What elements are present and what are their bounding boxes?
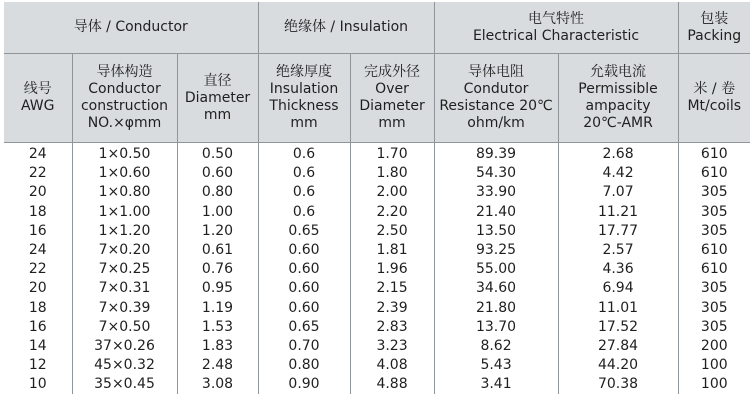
cell-conductor-diameter: 0.61 (177, 241, 258, 260)
cell-meters-per-coil: 610 (678, 241, 750, 260)
cell-conductor-resistance: 89.39 (434, 143, 558, 165)
column-header-line: Conductor (88, 81, 161, 97)
column-header-line: 导体电阻 (468, 64, 525, 80)
column-header-line: mm (378, 115, 406, 131)
column-header-line: Thickness (269, 98, 339, 114)
cell-conductor-resistance: 13.50 (434, 222, 558, 241)
cell-meters-per-coil: 100 (678, 356, 750, 375)
cell-conductor-resistance: 8.62 (434, 337, 558, 356)
cell-over-diameter: 2.83 (350, 318, 434, 337)
cell-conductor-diameter: 3.08 (177, 375, 258, 394)
cell-insulation-thickness: 0.6 (258, 164, 350, 183)
cell-meters-per-coil: 305 (678, 183, 750, 202)
cell-conductor-resistance: 21.40 (434, 203, 558, 222)
cell-awg: 20 (28, 280, 47, 297)
column-header-over-diameter (350, 54, 434, 143)
cell-conductor-construction: 7×0.39 (72, 299, 177, 318)
column-header-line: 绝缘厚度 (276, 64, 333, 80)
column-header-line: Mt/coils (687, 98, 742, 114)
cell-conductor-construction: 7×0.25 (72, 260, 177, 279)
column-header-conductor-diameter (177, 54, 258, 143)
cell-conductor-construction: 1×0.80 (72, 183, 177, 202)
column-header-line: construction (80, 98, 169, 114)
cell-meters-per-coil: 610 (678, 260, 750, 279)
cell-permissible-ampacity: 2.68 (558, 143, 678, 165)
cell-meters-per-coil: 610 (678, 143, 750, 165)
column-header-line: ohm/km (467, 115, 525, 131)
cell-conductor-diameter: 1.00 (177, 203, 258, 222)
cell-permissible-ampacity: 11.01 (558, 299, 678, 318)
cell-over-diameter: 2.00 (350, 183, 434, 202)
column-header-permissible-ampacity (558, 54, 678, 143)
column-header-line: Insulation (269, 81, 339, 97)
cell-permissible-ampacity: 4.36 (558, 260, 678, 279)
packing-header-cn: 包装 (700, 10, 729, 27)
table-row (4, 143, 750, 165)
table-row (4, 337, 750, 356)
cell-insulation-thickness: 0.6 (258, 203, 350, 222)
electrical-header-en: Electrical Characteristic (472, 27, 640, 44)
column-header-line: 直径 (203, 72, 232, 89)
column-header-conductor-construction (72, 54, 177, 143)
cell-conductor-diameter: 0.76 (177, 260, 258, 279)
column-header-line: 允载电流 (590, 64, 647, 80)
table-row (4, 375, 750, 394)
table-row (4, 222, 750, 241)
cell-conductor-resistance: 34.60 (434, 279, 558, 298)
table-row (4, 183, 750, 202)
cell-conductor-construction: 35×0.45 (72, 375, 177, 394)
cell-over-diameter: 2.39 (350, 299, 434, 318)
cell-over-diameter: 2.15 (350, 279, 434, 298)
column-header-line: ampacity (585, 98, 651, 114)
cell-insulation-thickness: 0.65 (258, 318, 350, 337)
cell-permissible-ampacity: 44.20 (558, 356, 678, 375)
group-header-row (4, 2, 750, 54)
conductor-group-header: 导体 / Conductor (4, 2, 258, 54)
electrical-group-header (434, 2, 678, 54)
cell-meters-per-coil: 305 (678, 279, 750, 298)
cell-over-diameter: 1.81 (350, 241, 434, 260)
cell-conductor-construction: 7×0.50 (72, 318, 177, 337)
column-header-line: Over (375, 81, 409, 97)
cell-insulation-thickness: 0.6 (258, 183, 350, 202)
cell-conductor-construction: 1×0.50 (72, 143, 177, 165)
cell-conductor-diameter: 0.80 (177, 183, 258, 202)
cell-conductor-construction: 45×0.32 (72, 356, 177, 375)
cell-insulation-thickness: 0.60 (258, 241, 350, 260)
column-header-line: Condutor (463, 81, 529, 97)
cell-conductor-diameter: 1.53 (177, 318, 258, 337)
cell-awg: 16 (28, 318, 47, 335)
table-row (4, 279, 750, 298)
cell-over-diameter: 2.20 (350, 203, 434, 222)
table-row (4, 164, 750, 183)
cell-insulation-thickness: 0.60 (258, 299, 350, 318)
packing-group-header (678, 2, 750, 54)
electrical-header-cn: 电气特性 (528, 10, 585, 27)
cell-awg: 12 (28, 357, 47, 374)
cell-over-diameter: 2.50 (350, 222, 434, 241)
packing-header-en: Packing (687, 27, 742, 44)
cell-conductor-diameter: 1.83 (177, 337, 258, 356)
table-row (4, 241, 750, 260)
cell-conductor-diameter: 2.48 (177, 356, 258, 375)
table-row (4, 203, 750, 222)
cell-awg: 22 (28, 261, 47, 278)
cell-permissible-ampacity: 11.21 (558, 203, 678, 222)
cell-meters-per-coil: 100 (678, 375, 750, 394)
column-header-line: 20℃-AMR (583, 115, 653, 131)
cell-permissible-ampacity: 6.94 (558, 279, 678, 298)
cell-insulation-thickness: 0.90 (258, 375, 350, 394)
column-header-insulation-thickness (258, 54, 350, 143)
cell-conductor-construction: 7×0.20 (72, 241, 177, 260)
cable-spec-table (4, 2, 750, 394)
table-row (4, 299, 750, 318)
cell-conductor-construction: 1×1.00 (72, 203, 177, 222)
cell-insulation-thickness: 0.65 (258, 222, 350, 241)
cell-conductor-resistance: 93.25 (434, 241, 558, 260)
cell-over-diameter: 3.23 (350, 337, 434, 356)
cell-conductor-construction: 1×1.20 (72, 222, 177, 241)
cell-awg: 14 (28, 337, 47, 354)
cell-conductor-resistance: 33.90 (434, 183, 558, 202)
column-header-line: Diameter (184, 89, 251, 106)
column-header-row (4, 54, 750, 143)
cell-meters-per-coil: 305 (678, 222, 750, 241)
cell-conductor-diameter: 0.60 (177, 164, 258, 183)
cell-awg: 18 (28, 203, 47, 220)
cell-permissible-ampacity: 70.38 (558, 375, 678, 394)
cell-conductor-resistance: 54.30 (434, 164, 558, 183)
table-header (4, 2, 750, 143)
cell-insulation-thickness: 0.60 (258, 260, 350, 279)
column-header-line: Resistance 20℃ (439, 98, 553, 114)
table-row (4, 318, 750, 337)
cell-awg: 24 (28, 242, 47, 259)
cell-conductor-diameter: 1.19 (177, 299, 258, 318)
cell-conductor-diameter: 0.95 (177, 279, 258, 298)
cell-meters-per-coil: 305 (678, 203, 750, 222)
column-header-line: 完成外径 (364, 64, 421, 80)
column-header-awg (4, 54, 72, 143)
cell-meters-per-coil: 610 (678, 164, 750, 183)
cell-conductor-resistance: 5.43 (434, 356, 558, 375)
cell-over-diameter: 1.96 (350, 260, 434, 279)
column-header-line: mm (290, 115, 318, 131)
cell-permissible-ampacity: 17.52 (558, 318, 678, 337)
cell-conductor-resistance: 3.41 (434, 375, 558, 394)
cell-insulation-thickness: 0.80 (258, 356, 350, 375)
cell-insulation-thickness: 0.60 (258, 279, 350, 298)
cell-awg: 22 (28, 165, 47, 182)
column-header-meters-per-coil (678, 54, 750, 143)
column-header-line: AWG (20, 98, 55, 114)
cell-over-diameter: 4.08 (350, 356, 434, 375)
cell-conductor-construction: 1×0.60 (72, 164, 177, 183)
column-header-line: Diameter (359, 98, 425, 114)
cell-conductor-diameter: 0.50 (177, 143, 258, 165)
cell-awg: 20 (28, 184, 47, 201)
cell-over-diameter: 1.70 (350, 143, 434, 165)
column-header-line: 米 / 卷 (693, 81, 736, 97)
column-header-line: 导体构造 (96, 64, 153, 80)
cell-permissible-ampacity: 2.57 (558, 241, 678, 260)
column-header-line: 线号 (23, 81, 52, 97)
cell-permissible-ampacity: 4.42 (558, 164, 678, 183)
cell-awg: 24 (28, 146, 47, 163)
cell-meters-per-coil: 305 (678, 318, 750, 337)
cell-conductor-resistance: 21.80 (434, 299, 558, 318)
cell-conductor-diameter: 1.20 (177, 222, 258, 241)
insulation-group-header: 绝缘体 / Insulation (258, 2, 434, 54)
cell-insulation-thickness: 0.70 (258, 337, 350, 356)
cell-over-diameter: 4.88 (350, 375, 434, 394)
cell-awg: 10 (28, 376, 47, 393)
column-header-line: NO.×φmm (87, 115, 162, 131)
cell-over-diameter: 1.80 (350, 164, 434, 183)
cell-conductor-resistance: 55.00 (434, 260, 558, 279)
table-row (4, 356, 750, 375)
cell-meters-per-coil: 305 (678, 299, 750, 318)
cell-awg: 16 (28, 222, 47, 239)
table-body (4, 143, 750, 395)
table-row (4, 260, 750, 279)
cell-insulation-thickness: 0.6 (258, 143, 350, 165)
cell-permissible-ampacity: 27.84 (558, 337, 678, 356)
cell-conductor-construction: 37×0.26 (72, 337, 177, 356)
column-header-line: mm (203, 106, 232, 123)
cell-meters-per-coil: 200 (678, 337, 750, 356)
cell-permissible-ampacity: 7.07 (558, 183, 678, 202)
column-header-conductor-resistance (434, 54, 558, 143)
column-header-line: Permissible (578, 81, 658, 97)
cell-permissible-ampacity: 17.77 (558, 222, 678, 241)
cell-conductor-construction: 7×0.31 (72, 279, 177, 298)
cell-conductor-resistance: 13.70 (434, 318, 558, 337)
cell-awg: 18 (28, 299, 47, 316)
